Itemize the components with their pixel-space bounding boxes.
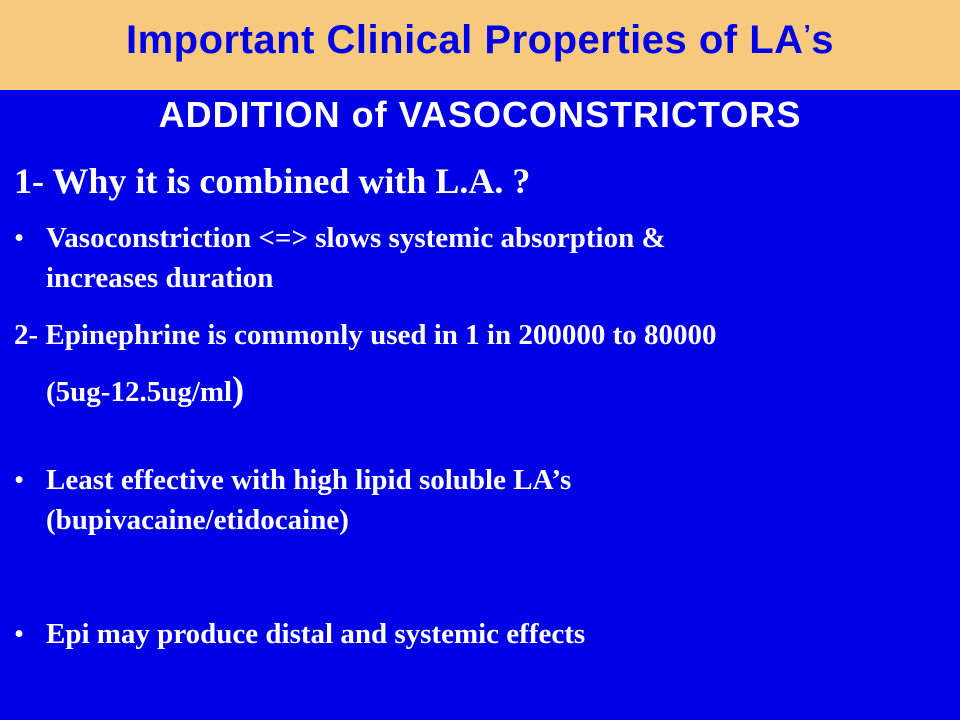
section2-line2 <box>14 362 954 419</box>
bullet-vasoconstriction <box>14 218 914 298</box>
title-bar <box>0 0 960 90</box>
section2-line1: 2- Epinephrine is commonly used in 1 in 200000 to 80000 <box>14 319 717 351</box>
slide-title-apostrophe: ’ <box>803 19 812 49</box>
slide-title-main: Important Clinical Properties of LA <box>125 18 804 62</box>
slide-title-suffix: s <box>811 18 835 62</box>
section1-heading: 1- Why it is combined with L.A. ? <box>14 161 531 201</box>
bullet-marker: • <box>14 222 25 254</box>
bullet-epi-effects <box>14 614 914 654</box>
bullet-line: increases duration <box>46 262 274 294</box>
bullet-marker: • <box>14 618 25 650</box>
slide-subtitle: ADDITION of VASOCONSTRICTORS <box>158 94 802 135</box>
bullet-line: Epi may produce distal and systemic effects <box>46 618 586 650</box>
section2-heading <box>14 308 954 419</box>
section2-line2-close: ) <box>232 369 245 409</box>
bullet-line: (bupivacaine/etidocaine) <box>46 504 349 536</box>
bullet-least-effective <box>14 460 914 540</box>
slide-title <box>126 18 834 63</box>
bullet-line: Vasoconstriction <=> slows systemic absorption & <box>46 222 666 254</box>
bullet-marker: • <box>14 464 25 496</box>
section2-line2-text: (5ug-12.5ug/ml <box>46 376 233 408</box>
bullet-line: Least effective with high lipid soluble LA’s <box>46 464 572 496</box>
